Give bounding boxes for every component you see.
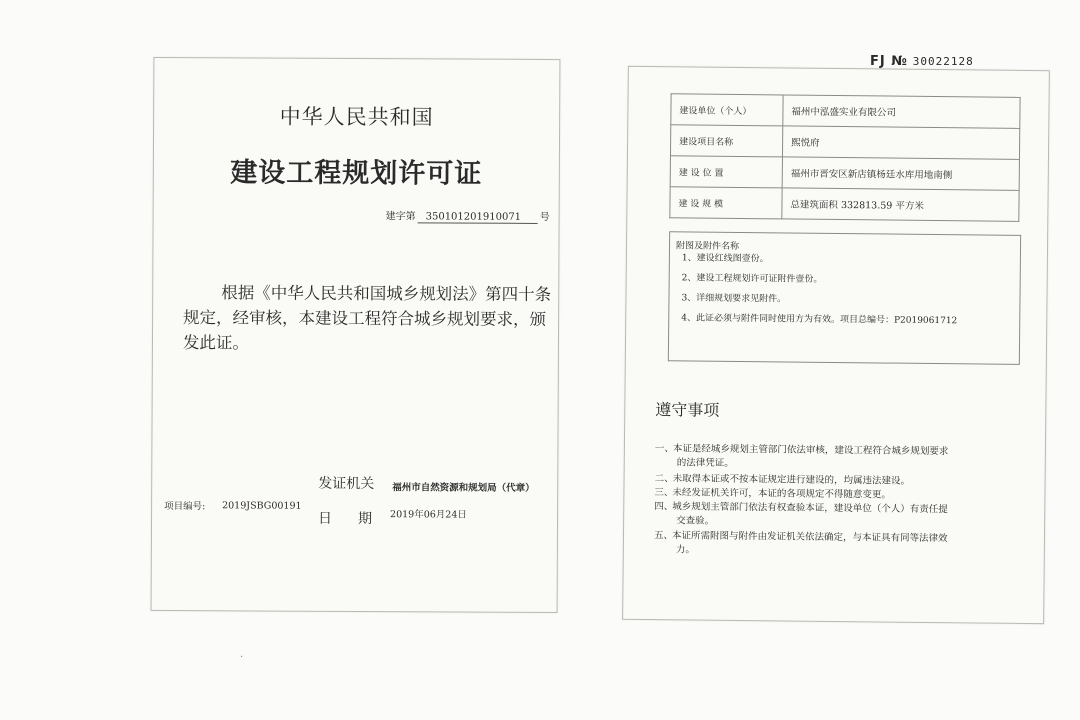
- table-row: [671, 94, 1020, 129]
- item-text-cont: 交查验。: [676, 515, 715, 527]
- item-number: 五、: [653, 530, 674, 542]
- row-value: 总建筑面积 332813.59 平方米: [782, 188, 1019, 221]
- table-row: [670, 125, 1019, 160]
- row-label: 建设项目名称: [670, 125, 782, 157]
- item-number: 一、: [654, 443, 674, 455]
- attachment-item: 3、详细规划要求见附件。: [681, 293, 787, 305]
- row-value: 福州中泓盛实业有限公司: [783, 95, 1020, 128]
- item-number: 三、: [654, 487, 674, 499]
- country-name: 中华人民共和国: [279, 104, 434, 130]
- cert-suffix: 号: [539, 211, 550, 224]
- item-text: 城乡规划主管部门依法有权查验本证，建设单位（个人）有责任提: [672, 501, 948, 516]
- permit-detail-page: [622, 66, 1050, 624]
- table-row: [670, 187, 1019, 222]
- cert-number-line: [386, 207, 550, 224]
- permit-cover-page: [151, 57, 561, 613]
- observe-title: 遵守事项: [655, 400, 720, 420]
- item-number: 二、: [654, 473, 674, 485]
- item-text: 本证所需附图与附件由发证机关依法确定，与本证具有同等法律效: [671, 530, 948, 545]
- serial-prefix: FJ №: [870, 54, 908, 69]
- permit-body-text: 根据《中华人民共和国城乡规划法》第四十条规定，经审核，本建设工程符合城乡规划要求，颁发此证。: [182, 283, 552, 353]
- item-text: 本证是经城乡规划主管部门依法审核，建设工程符合城乡规划要求: [672, 443, 949, 458]
- table-row: [670, 156, 1019, 191]
- date-value: 2019年06月24日: [390, 509, 467, 521]
- attachments-box: [668, 231, 1021, 365]
- observe-item: [654, 500, 1014, 532]
- row-value: 福州市晋安区新店镇杨廷水库用地南侧: [782, 157, 1019, 190]
- cert-number: 350101201910071: [418, 211, 538, 224]
- row-value: 熙悦府: [782, 126, 1019, 159]
- permit-title: 建设工程规划许可证: [230, 157, 483, 190]
- serial-value: 30022128: [912, 55, 974, 68]
- observe-item: [655, 442, 1015, 474]
- date-label: 日期: [317, 510, 399, 528]
- row-label: 建 设 规 模: [670, 187, 782, 219]
- project-info-table: [669, 93, 1020, 222]
- item-text: 未取得本证或不按本证规定进行建设的，均属违法建设。: [672, 473, 911, 487]
- project-number-label: 项目编号:: [164, 501, 206, 513]
- item-text-cont: 力。: [675, 544, 695, 556]
- item-text-cont: 的法律凭证。: [676, 457, 734, 469]
- attachment-item: 4、此证必须与附件同时使用方为有效。项目总编号：P2019061712: [681, 313, 958, 327]
- project-number-value: 2019JSBG00191: [222, 500, 302, 512]
- attachment-item: 2、建设工程规划许可证附件壹份。: [681, 273, 823, 285]
- attachment-item: 1、建设红线图壹份。: [681, 253, 769, 265]
- row-label: 建 设 位 置: [670, 156, 782, 188]
- item-text: 未经发证机关许可，本证的各项规定不得随意变更。: [672, 487, 892, 501]
- cert-prefix: 建字第: [385, 211, 416, 223]
- observe-item: [654, 529, 1014, 561]
- row-label: 建设单位（个人）: [671, 94, 783, 126]
- scan-speck: ·: [240, 652, 244, 663]
- serial-number: [870, 54, 974, 69]
- issuer-value: 福州市自然资源和规划局（代章）: [392, 482, 535, 494]
- item-number: 四、: [654, 501, 674, 513]
- attachments-title: 附图及附件名称: [675, 241, 740, 252]
- issuer-label: 发证机关: [318, 475, 375, 493]
